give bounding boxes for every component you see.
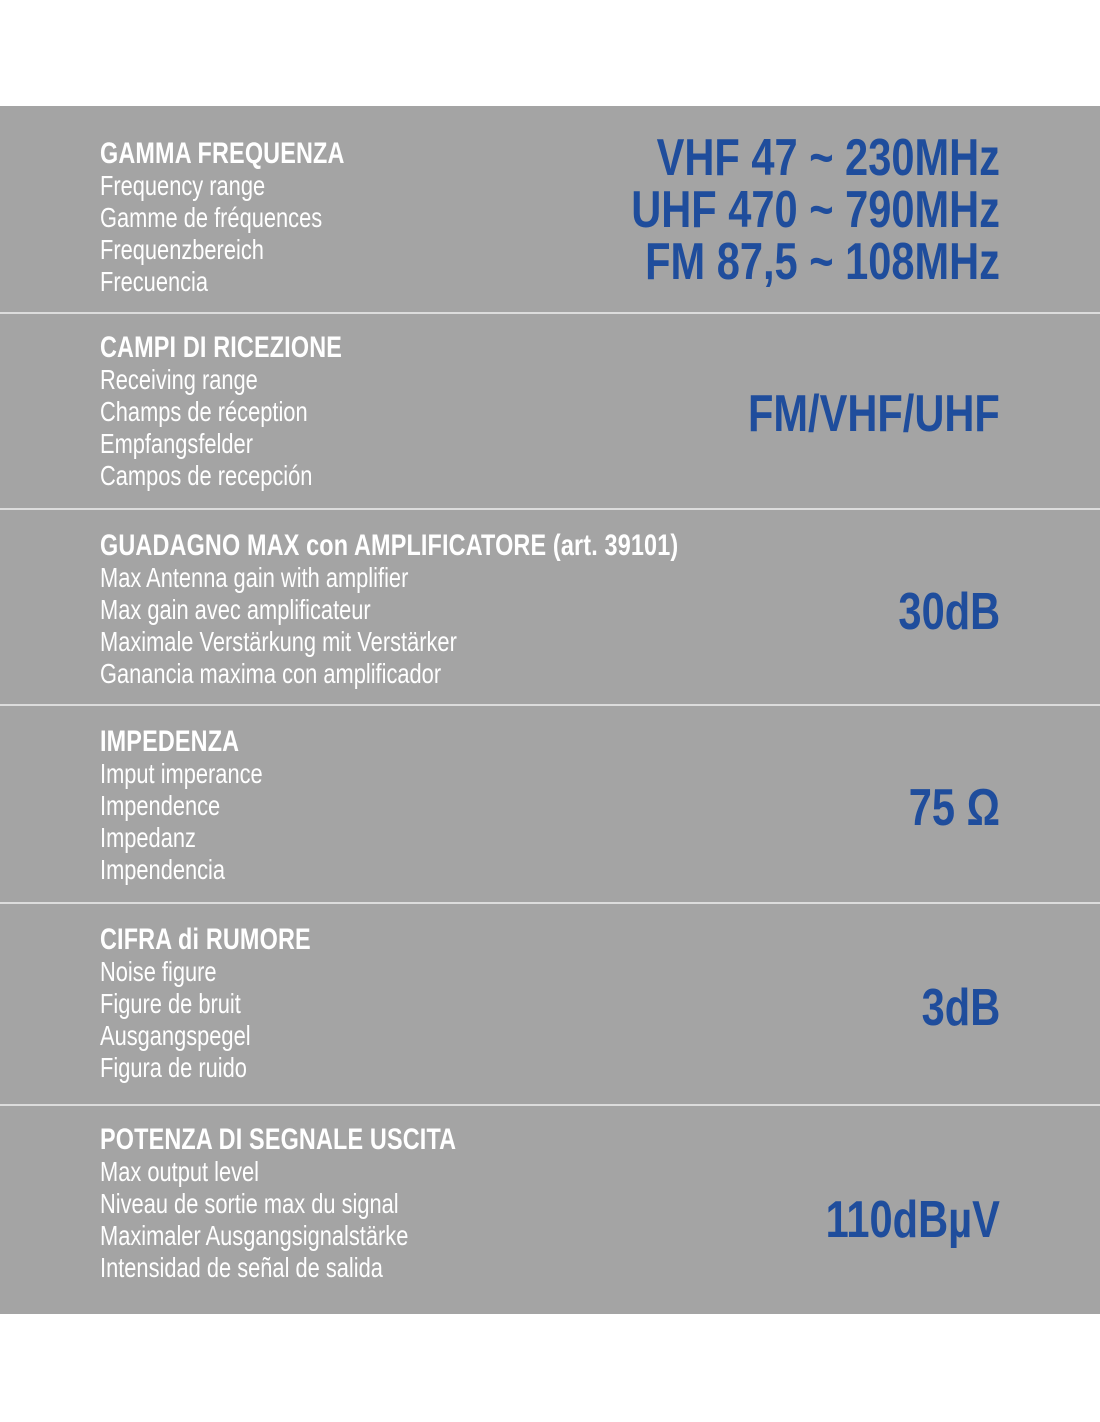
spec-heading: POTENZA DI SEGNALE USCITA — [100, 1123, 457, 1156]
spec-value-fm: FM 87,5 ~ 108MHz — [645, 233, 1000, 291]
spec-row-impedance — [0, 706, 1100, 902]
spec-translation-de: Impedanz — [100, 822, 196, 853]
spec-translation-en: Imput imperance — [100, 758, 263, 789]
spec-translation-de: Frequenzbereich — [100, 234, 264, 265]
spec-values — [873, 584, 1000, 640]
spec-row-max-gain — [0, 510, 1100, 704]
spec-row-frequency — [0, 106, 1100, 312]
spec-value: FM/VHF/UHF — [748, 385, 1000, 443]
spec-translation-de: Maximaler Ausgangsignalstärke — [100, 1220, 409, 1251]
spec-row-output-level — [0, 1106, 1100, 1314]
spec-labels — [100, 726, 309, 886]
spec-translation-de: Ausgangspegel — [100, 1020, 251, 1051]
spec-translation-fr: Gamme de fréquences — [100, 202, 323, 233]
spec-translation-es: Intensidad de señal de salida — [100, 1252, 383, 1283]
spec-values — [539, 129, 1000, 291]
spec-row-receiving-range — [0, 314, 1100, 508]
spec-value-uhf: UHF 470 ~ 790MHz — [631, 181, 1000, 239]
spec-translation-es: Campos de recepción — [100, 460, 313, 491]
spec-translation-fr: Max gain avec amplificateur — [100, 594, 371, 625]
spec-value: 75 Ω — [908, 779, 1000, 837]
spec-translation-es: Impendencia — [100, 854, 226, 885]
spec-heading: GUADAGNO MAX con AMPLIFICATORE (art. 39101) — [100, 529, 679, 562]
spec-translation-en: Max output level — [100, 1156, 260, 1187]
spec-value: 3dB — [921, 979, 1000, 1037]
spec-translation-fr: Impendence — [100, 790, 221, 821]
spec-labels — [100, 924, 370, 1084]
spec-translation-en: Noise figure — [100, 956, 217, 987]
spec-labels — [100, 332, 410, 492]
spec-value-vhf: VHF 47 ~ 230MHz — [656, 129, 1000, 187]
spec-values — [902, 980, 1000, 1036]
spec-labels — [100, 138, 414, 298]
spec-translation-en: Max Antenna gain with amplifier — [100, 562, 409, 593]
spec-translation-fr: Niveau de sortie max du signal — [100, 1188, 399, 1219]
spec-translation-es: Figura de ruido — [100, 1052, 247, 1083]
spec-translation-es: Frecuencia — [100, 266, 209, 297]
spec-sheet — [0, 106, 1100, 1314]
spec-translation-en: Receiving range — [100, 364, 258, 395]
spec-row-noise-figure — [0, 904, 1100, 1104]
spec-labels — [100, 1124, 557, 1284]
spec-heading: CIFRA di RUMORE — [100, 923, 311, 956]
spec-translation-fr: Champs de réception — [100, 396, 308, 427]
spec-translation-en: Frequency range — [100, 170, 266, 201]
spec-values — [782, 1192, 1000, 1248]
spec-translation-de: Empfangsfelder — [100, 428, 253, 459]
spec-heading: IMPEDENZA — [100, 725, 240, 758]
spec-value: 110dBµV — [825, 1191, 1000, 1249]
spec-translation-es: Ganancia maxima con amplificador — [100, 658, 442, 689]
spec-translation-fr: Figure de bruit — [100, 988, 241, 1019]
spec-translation-de: Maximale Verstärkung mit Verstärker — [100, 626, 457, 657]
spec-values — [685, 386, 1000, 442]
spec-values — [886, 780, 1000, 836]
spec-labels — [100, 530, 841, 690]
spec-heading: GAMMA FREQUENZA — [100, 137, 345, 170]
spec-heading: CAMPI DI RICEZIONE — [100, 331, 343, 364]
spec-value: 30dB — [898, 583, 1000, 641]
